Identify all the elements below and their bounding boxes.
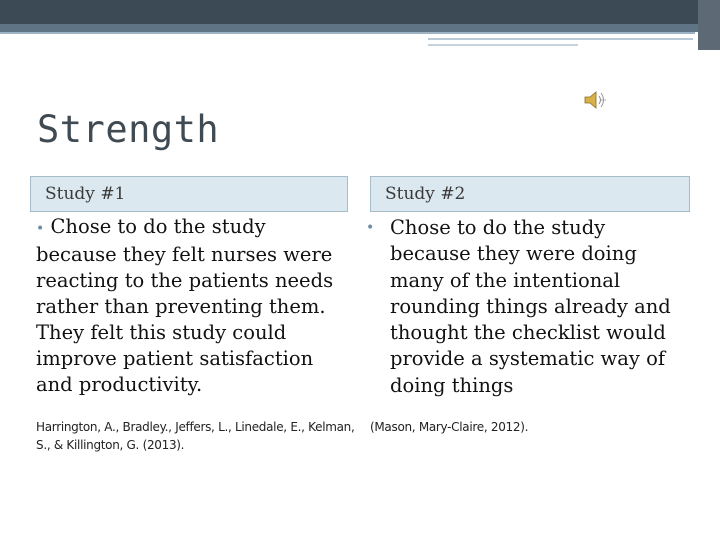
decorative-line <box>428 38 693 40</box>
decorative-line <box>0 32 695 34</box>
study-2-citation: (Mason, Mary-Claire, 2012). <box>370 420 529 434</box>
bullet-icon: • <box>366 220 375 236</box>
top-bar-corner <box>698 0 720 50</box>
study-1-header: Study #1 <box>30 176 348 212</box>
study-1-text <box>36 214 336 398</box>
top-bar-accent <box>0 24 720 32</box>
speaker-icon[interactable] <box>583 89 607 111</box>
bullet-icon: • <box>36 221 45 237</box>
study-1-citation: Harrington, A., Bradley., Jeffers, L., Linedale, E., Kelman, S., & Killington, G. (2013). <box>36 420 355 452</box>
slide-title: Strength <box>37 108 220 151</box>
study-2-body: Chose to do the study because they were doing many of the intentional rounding things already and thought the checklist would provide a systematic way of doing things <box>390 216 671 397</box>
decorative-line <box>428 44 578 46</box>
study-2-text <box>366 215 686 399</box>
study-1-body: Chose to do the study because they felt nurses were reacting to the patients needs rather than preventing them. They felt this study could improve patient satisfaction and productivity. <box>36 215 334 396</box>
study-2-header: Study #2 <box>370 176 690 212</box>
top-bar <box>0 0 720 24</box>
